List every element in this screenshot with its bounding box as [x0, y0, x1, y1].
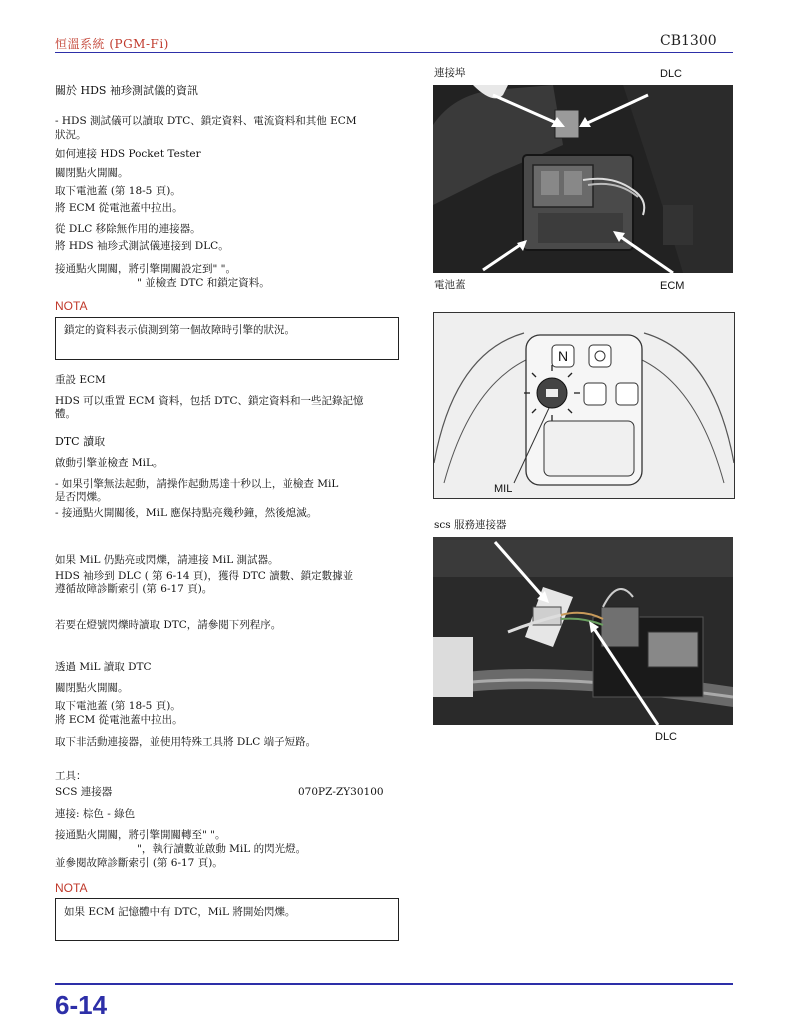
neutral-indicator: N	[558, 348, 569, 364]
paragraph-line: 遵循故障診斷索引 (第 6-17 頁)。	[55, 583, 213, 595]
scs-photo-illustration	[433, 537, 733, 725]
tool-heading: 工具：	[55, 770, 87, 782]
section-heading: 關於 HDS 袖珍測試儀的資訊	[55, 84, 198, 97]
nota-text: 鎖定的資料表示偵測到第一個故障時引擎的狀況。	[64, 324, 295, 336]
page-number: 6-14	[55, 990, 108, 1020]
paragraph-line: 狀況。	[55, 129, 87, 141]
ecm-photo	[433, 85, 733, 273]
step: - 接通點火開關後，MiL 應保持點亮幾秒鐘，然後熄滅。	[55, 507, 318, 519]
tool-name: SCS 連接器	[55, 786, 113, 798]
nota-box	[55, 898, 399, 941]
step: 將 ECM 從電池蓋中拉出。	[55, 202, 183, 214]
ecm-label: ECM	[660, 280, 685, 292]
model-name: CB1300	[660, 33, 717, 49]
panel-illustration	[434, 313, 734, 498]
nota-box	[55, 317, 399, 360]
paragraph-line: 體。	[55, 408, 76, 420]
nota-text: 如果 ECM 記憶體中有 DTC，MiL 將開始閃爍。	[64, 906, 296, 918]
step: 啟動引擎並檢查 MiL。	[55, 457, 164, 469]
scs-connector-label: scs 服務連接器	[434, 519, 507, 531]
step: 是否閃爍。	[55, 491, 108, 503]
paragraph-line: HDS 可以重置 ECM 資料，包括 DTC、鎖定資料和一些記錄記憶	[55, 395, 364, 407]
paragraph-line: HDS 袖珍到 DLC ( 第 6-14 頁)，獲得 DTC 讀數、鎖定數據並	[55, 570, 354, 582]
step: 取下電池蓋 (第 18-5 頁)。	[55, 700, 181, 712]
connector-label: 連接埠	[434, 67, 466, 79]
paragraph-line: 若要在燈號閃爍時讀取 DTC，請參閱下列程序。	[55, 619, 282, 631]
step: " 並檢查 DTC 和鎖定資料。	[137, 277, 270, 289]
tool-code: 070PZ-ZY30100	[298, 786, 384, 798]
section-title: 恒溫系統 (PGM-Fi)	[55, 37, 169, 51]
step: 關閉點火開關。	[55, 682, 129, 694]
nota-label: NOTA	[55, 881, 88, 895]
step: 接通點火開關，將引擎開關設定到" "。	[55, 263, 236, 275]
instrument-panel-diagram	[433, 312, 735, 499]
battery-cover-label: 電池蓋	[434, 279, 466, 291]
mil-label: MIL	[494, 483, 513, 495]
header-rule	[55, 52, 733, 53]
subheading: DTC 讀取	[55, 435, 106, 448]
step: 取下非活動連接器，並使用特殊工具將 DLC 端子短路。	[55, 736, 317, 748]
step: 取下電池蓋 (第 18-5 頁)。	[55, 185, 181, 197]
dlc-label-2: DLC	[655, 731, 678, 743]
nota-label: NOTA	[55, 299, 88, 313]
step: 並參閱故障診斷索引 (第 6-17 頁)。	[55, 857, 223, 869]
step: 關閉點火開關。	[55, 167, 129, 179]
step: - 如果引擎無法起動，請操作起動馬達十秒以上，並檢查 MiL	[55, 478, 339, 490]
subheading: 透過 MiL 讀取 DTC	[55, 661, 152, 673]
step: 從 DLC 移除無作用的連接器。	[55, 223, 201, 235]
subheading: 重設 ECM	[55, 374, 106, 386]
step: "，執行讀數並啟動 MiL 的閃光燈。	[137, 843, 307, 855]
dlc-label: DLC	[660, 68, 683, 80]
ecm-photo-illustration	[433, 85, 733, 273]
step: 將 HDS 袖珍式測試儀連接到 DLC。	[55, 240, 229, 252]
step: 接通點火開關，將引擎開關轉至" "。	[55, 829, 226, 841]
connection-note: 連接: 棕色 - 綠色	[55, 808, 136, 820]
footer-rule	[55, 983, 733, 985]
subheading: 如何連接 HDS Pocket Tester	[55, 148, 201, 160]
step: 將 ECM 從電池蓋中拉出。	[55, 714, 183, 726]
scs-photo	[433, 537, 733, 725]
paragraph-line: 如果 MiL 仍點亮或閃爍，請連接 MiL 測試器。	[55, 554, 279, 566]
paragraph-line: - HDS 測試儀可以讀取 DTC、鎖定資料、電流資料和其他 ECM	[55, 115, 357, 127]
